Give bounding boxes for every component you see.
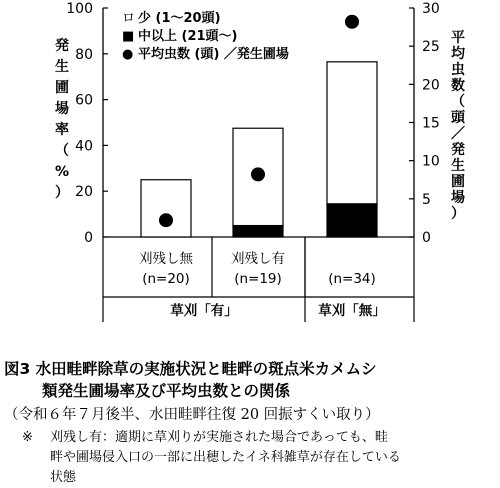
y2-tick-label: 30 — [422, 1, 440, 17]
chart-bars — [141, 62, 377, 237]
legend-label: 中以上 (21頭〜) — [138, 29, 238, 44]
legend-marker: ロ — [122, 11, 136, 26]
y-tick-label: 60 — [75, 92, 93, 109]
note-text: 刈残し有：適期に草刈りが実施された場合であっても、畦 — [50, 430, 388, 445]
y-tick-label: 20 — [75, 184, 93, 201]
bar-minor — [327, 62, 377, 204]
figure-title-line1: 図3 水田畦畔除草の実施状況と畦畔の斑点米カメムシ — [4, 360, 377, 378]
chart-labels — [103, 237, 414, 322]
bar-severe — [327, 204, 377, 237]
chart-legend — [122, 10, 289, 62]
group-label: 草刈「有」 — [170, 303, 238, 319]
category-count: (n=19) — [234, 271, 282, 287]
mean-count-dot — [345, 15, 359, 29]
figure-condition: （令和６年７月後半、水田畦畔往復 20 回振すくい取り） — [4, 407, 380, 423]
figure-title-line2: 類発生圃場率及び平均虫数との関係 — [42, 382, 291, 400]
legend-label: 平均虫数 (頭) ／発生圃場 — [138, 47, 289, 62]
category-count: (n=34) — [328, 271, 376, 287]
note-mark: ※ — [22, 430, 33, 445]
y-tick-label: 100 — [66, 1, 93, 17]
y2-tick-label: 15 — [422, 115, 440, 132]
y2-axis-title: 平均虫数（頭／発生圃場） — [451, 30, 465, 222]
legend-label: 少 (1〜20頭) — [138, 11, 221, 26]
category-count: (n=20) — [142, 271, 190, 287]
group-label: 草刈「無」 — [318, 303, 386, 319]
legend-marker: ● — [122, 47, 134, 62]
y-axis-title: 発生圃場率（%） — [54, 38, 70, 201]
mean-count-dot — [251, 167, 265, 181]
y-tick-label: 80 — [75, 46, 93, 63]
mean-count-dot — [159, 213, 173, 227]
legend-marker: ■ — [122, 29, 135, 44]
y2-tick-label: 10 — [422, 153, 440, 170]
y2-tick-label: 5 — [422, 191, 431, 208]
y2-tick-label: 0 — [422, 230, 431, 246]
figure-note-line3: 状態 — [50, 470, 77, 485]
y-tick-label: 0 — [84, 230, 93, 246]
category-label: 刈残し無 — [139, 251, 193, 267]
figure-note-line1 — [22, 428, 492, 448]
bar-minor — [141, 180, 191, 237]
y2-tick-label: 20 — [422, 77, 440, 94]
figure-note-line2: 畔や圃場侵入口の一部に出穂したイネ科雑草が存在している — [50, 450, 401, 465]
category-label: 刈残し有 — [231, 251, 285, 267]
y2-tick-label: 25 — [422, 39, 440, 56]
bar-severe — [233, 226, 283, 237]
y-tick-label: 40 — [75, 138, 93, 155]
